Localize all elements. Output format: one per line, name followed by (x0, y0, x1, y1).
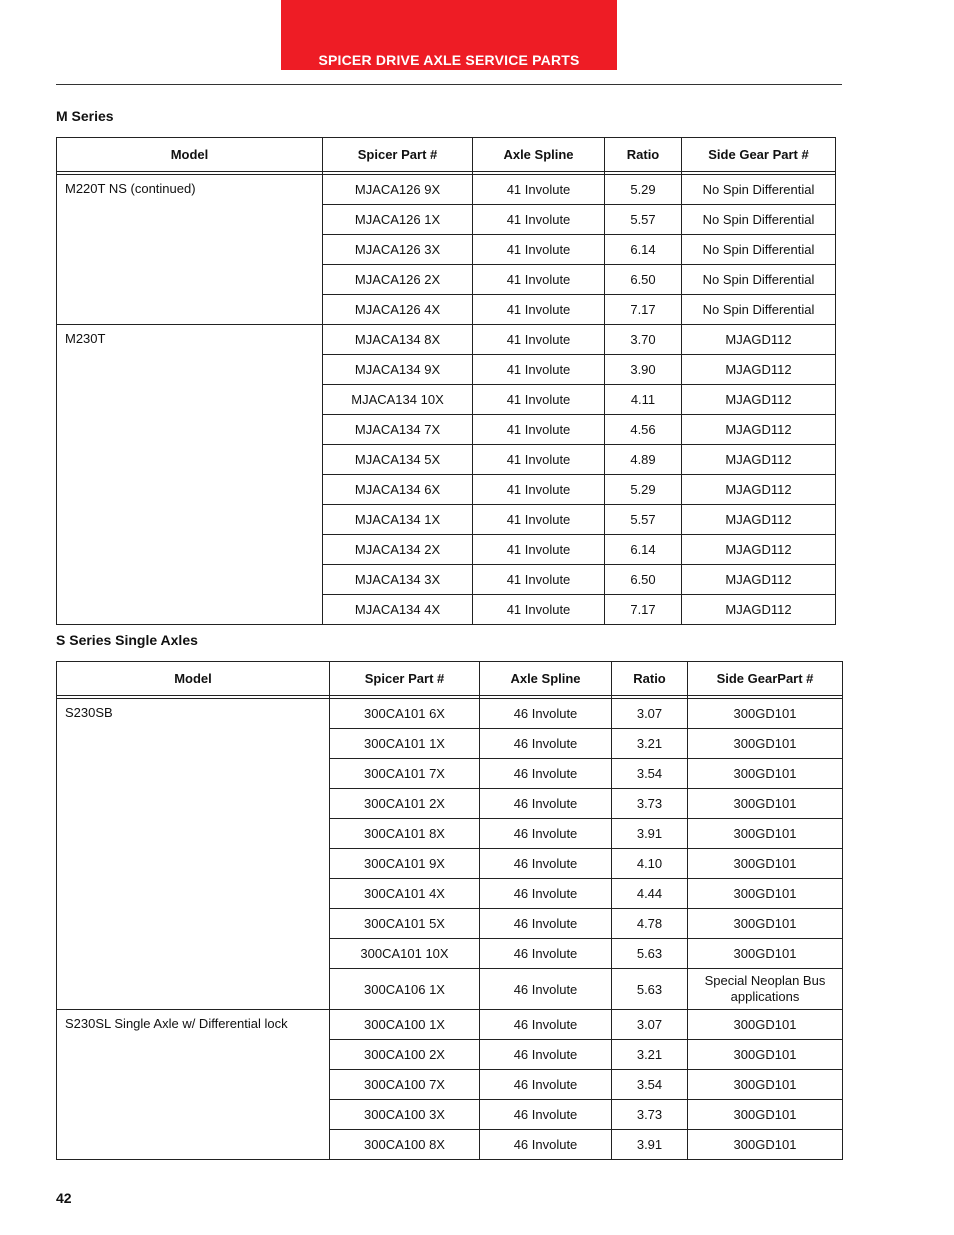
spicer-part-cell: MJACA134 6X (323, 475, 473, 505)
spicer-part-cell: MJACA126 2X (323, 265, 473, 295)
column-header-ratio: Ratio (605, 138, 682, 172)
side-gear-part-cell: Special Neoplan Bus applications (688, 969, 843, 1010)
page-number: 42 (56, 1190, 72, 1206)
side-gear-part-cell: 300GD101 (688, 849, 843, 879)
spicer-part-cell: 300CA101 5X (330, 909, 480, 939)
ratio-cell: 5.57 (605, 205, 682, 235)
spicer-part-cell: 300CA100 3X (330, 1100, 480, 1130)
spicer-part-cell: MJACA134 1X (323, 505, 473, 535)
ratio-cell: 3.91 (612, 1130, 688, 1160)
axle-spline-cell: 41 Involute (473, 595, 605, 625)
banner-title: SPICER DRIVE AXLE SERVICE PARTS (318, 52, 580, 68)
column-header-axle-spline: Axle Spline (473, 138, 605, 172)
side-gear-part-cell: MJAGD112 (682, 385, 836, 415)
axle-spline-cell: 46 Involute (480, 729, 612, 759)
spicer-part-cell: 300CA101 7X (330, 759, 480, 789)
axle-spline-cell: 41 Involute (473, 265, 605, 295)
axle-spline-cell: 41 Involute (473, 565, 605, 595)
column-header-spicer-part: Spicer Part # (323, 138, 473, 172)
spicer-part-cell: 300CA100 2X (330, 1040, 480, 1070)
column-header-model: Model (57, 138, 323, 172)
ratio-cell: 3.73 (612, 789, 688, 819)
ratio-cell: 3.07 (612, 699, 688, 729)
ratio-cell: 3.21 (612, 729, 688, 759)
ratio-cell: 3.73 (612, 1100, 688, 1130)
ratio-cell: 7.17 (605, 295, 682, 325)
spicer-part-cell: 300CA101 4X (330, 879, 480, 909)
model-cell: M220T NS (continued) (57, 175, 323, 325)
spicer-part-cell: MJACA134 4X (323, 595, 473, 625)
axle-spline-cell: 41 Involute (473, 385, 605, 415)
header-banner (281, 0, 617, 70)
ratio-cell: 3.54 (612, 1070, 688, 1100)
column-header-axle-spline: Axle Spline (480, 662, 612, 696)
axle-spline-cell: 46 Involute (480, 849, 612, 879)
side-gear-part-cell: 300GD101 (688, 819, 843, 849)
ratio-cell: 3.90 (605, 355, 682, 385)
ratio-cell: 5.63 (612, 939, 688, 969)
side-gear-part-cell: MJAGD112 (682, 415, 836, 445)
axle-spline-cell: 46 Involute (480, 939, 612, 969)
side-gear-part-cell: 300GD101 (688, 1040, 843, 1070)
side-gear-part-cell: 300GD101 (688, 1100, 843, 1130)
side-gear-part-cell: 300GD101 (688, 699, 843, 729)
ratio-cell: 4.56 (605, 415, 682, 445)
axle-spline-cell: 46 Involute (480, 1010, 612, 1040)
side-gear-part-cell: No Spin Differential (682, 265, 836, 295)
axle-spline-cell: 46 Involute (480, 1130, 612, 1160)
ratio-cell: 4.78 (612, 909, 688, 939)
axle-spline-cell: 41 Involute (473, 355, 605, 385)
axle-spline-cell: 41 Involute (473, 325, 605, 355)
side-gear-part-cell: 300GD101 (688, 789, 843, 819)
spicer-part-cell: 300CA101 9X (330, 849, 480, 879)
axle-spline-cell: 41 Involute (473, 175, 605, 205)
spicer-part-cell: MJACA126 1X (323, 205, 473, 235)
spicer-part-cell: MJACA134 2X (323, 535, 473, 565)
side-gear-part-cell: No Spin Differential (682, 295, 836, 325)
column-header-ratio: Ratio (612, 662, 688, 696)
model-cell: S230SL Single Axle w/ Differential lock (57, 1010, 330, 1160)
side-gear-part-cell: 300GD101 (688, 729, 843, 759)
spicer-part-cell: 300CA100 8X (330, 1130, 480, 1160)
header-rule (56, 84, 842, 85)
model-cell: M230T (57, 325, 323, 625)
side-gear-part-cell: MJAGD112 (682, 565, 836, 595)
axle-spline-cell: 41 Involute (473, 205, 605, 235)
axle-spline-cell: 46 Involute (480, 819, 612, 849)
ratio-cell: 3.91 (612, 819, 688, 849)
ratio-cell: 6.14 (605, 235, 682, 265)
table-row (57, 1010, 843, 1040)
table-row (57, 175, 836, 205)
axle-spline-cell: 46 Involute (480, 789, 612, 819)
spicer-part-cell: MJACA134 8X (323, 325, 473, 355)
side-gear-part-cell: MJAGD112 (682, 505, 836, 535)
ratio-cell: 4.44 (612, 879, 688, 909)
ratio-cell: 4.11 (605, 385, 682, 415)
ratio-cell: 3.70 (605, 325, 682, 355)
side-gear-part-cell: 300GD101 (688, 759, 843, 789)
ratio-cell: 4.10 (612, 849, 688, 879)
s-series-table (56, 661, 843, 1160)
axle-spline-cell: 41 Involute (473, 235, 605, 265)
spicer-part-cell: 300CA101 2X (330, 789, 480, 819)
axle-spline-cell: 41 Involute (473, 505, 605, 535)
side-gear-part-cell: MJAGD112 (682, 445, 836, 475)
column-header-side-gear-part: Side Gear Part # (682, 138, 836, 172)
spicer-part-cell: MJACA126 3X (323, 235, 473, 265)
axle-spline-cell: 41 Involute (473, 475, 605, 505)
spicer-part-cell: MJACA134 10X (323, 385, 473, 415)
spicer-part-cell: 300CA101 10X (330, 939, 480, 969)
axle-spline-cell: 46 Involute (480, 879, 612, 909)
axle-spline-cell: 46 Involute (480, 1100, 612, 1130)
axle-spline-cell: 46 Involute (480, 1040, 612, 1070)
axle-spline-cell: 41 Involute (473, 295, 605, 325)
axle-spline-cell: 46 Involute (480, 969, 612, 1010)
ratio-cell: 7.17 (605, 595, 682, 625)
ratio-cell: 5.63 (612, 969, 688, 1010)
axle-spline-cell: 41 Involute (473, 445, 605, 475)
axle-spline-cell: 41 Involute (473, 415, 605, 445)
side-gear-part-cell: MJAGD112 (682, 355, 836, 385)
side-gear-part-cell: No Spin Differential (682, 205, 836, 235)
table-header-row (57, 662, 843, 696)
column-header-side-gear-part: Side GearPart # (688, 662, 843, 696)
spicer-part-cell: MJACA126 9X (323, 175, 473, 205)
axle-spline-cell: 46 Involute (480, 1070, 612, 1100)
ratio-cell: 5.29 (605, 475, 682, 505)
side-gear-part-cell: 300GD101 (688, 1070, 843, 1100)
spicer-part-cell: 300CA100 7X (330, 1070, 480, 1100)
spicer-part-cell: MJACA134 5X (323, 445, 473, 475)
s-series-title: S Series Single Axles (56, 632, 198, 648)
spicer-part-cell: MJACA134 7X (323, 415, 473, 445)
ratio-cell: 6.50 (605, 565, 682, 595)
axle-spline-cell: 41 Involute (473, 535, 605, 565)
side-gear-part-cell: 300GD101 (688, 1010, 843, 1040)
ratio-cell: 6.50 (605, 265, 682, 295)
axle-spline-cell: 46 Involute (480, 759, 612, 789)
spicer-part-cell: 300CA101 6X (330, 699, 480, 729)
ratio-cell: 6.14 (605, 535, 682, 565)
side-gear-part-cell: MJAGD112 (682, 475, 836, 505)
spicer-part-cell: MJACA134 9X (323, 355, 473, 385)
spicer-part-cell: 300CA101 1X (330, 729, 480, 759)
table-row (57, 699, 843, 729)
side-gear-part-cell: MJAGD112 (682, 535, 836, 565)
m-series-title: M Series (56, 108, 114, 124)
column-header-model: Model (57, 662, 330, 696)
side-gear-part-cell: No Spin Differential (682, 235, 836, 265)
side-gear-part-cell: 300GD101 (688, 1130, 843, 1160)
axle-spline-cell: 46 Involute (480, 699, 612, 729)
side-gear-part-cell: MJAGD112 (682, 595, 836, 625)
spicer-part-cell: 300CA101 8X (330, 819, 480, 849)
side-gear-part-cell: No Spin Differential (682, 175, 836, 205)
side-gear-part-cell: 300GD101 (688, 939, 843, 969)
table-header-row (57, 138, 836, 172)
model-cell: S230SB (57, 699, 330, 1010)
ratio-cell: 4.89 (605, 445, 682, 475)
m-series-table (56, 137, 836, 625)
side-gear-part-cell: 300GD101 (688, 909, 843, 939)
spicer-part-cell: 300CA100 1X (330, 1010, 480, 1040)
axle-spline-cell: 46 Involute (480, 909, 612, 939)
table-row (57, 325, 836, 355)
ratio-cell: 5.29 (605, 175, 682, 205)
ratio-cell: 3.21 (612, 1040, 688, 1070)
ratio-cell: 3.54 (612, 759, 688, 789)
side-gear-part-cell: MJAGD112 (682, 325, 836, 355)
ratio-cell: 3.07 (612, 1010, 688, 1040)
spicer-part-cell: 300CA106 1X (330, 969, 480, 1010)
side-gear-part-cell: 300GD101 (688, 879, 843, 909)
ratio-cell: 5.57 (605, 505, 682, 535)
spicer-part-cell: MJACA126 4X (323, 295, 473, 325)
column-header-spicer-part: Spicer Part # (330, 662, 480, 696)
spicer-part-cell: MJACA134 3X (323, 565, 473, 595)
